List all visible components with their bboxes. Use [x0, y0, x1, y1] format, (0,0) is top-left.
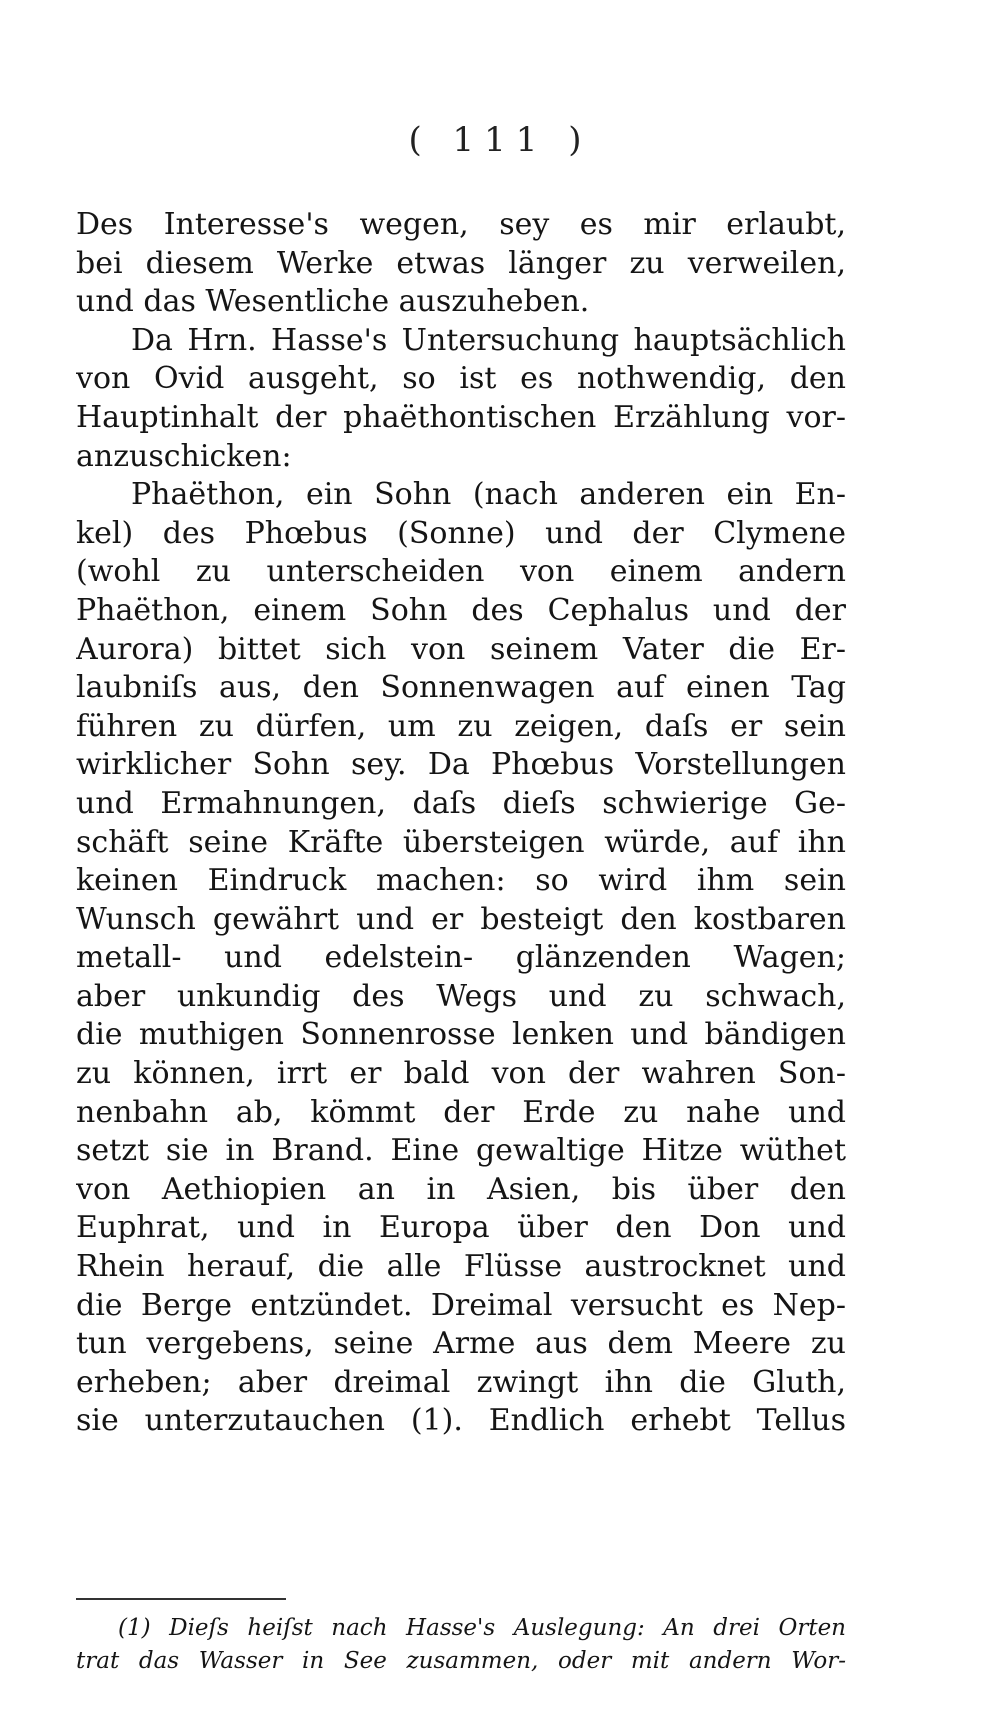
text-line: die muthigen Sonnenrosse lenken und bändigen [76, 1017, 846, 1053]
body-text [76, 206, 846, 1441]
text-line: zu können, irrt er bald von der wahren Son- [76, 1056, 846, 1092]
text-line: Da Hrn. Hasse's Untersuchung hauptsächlich [131, 322, 846, 358]
text-line: tun vergebens, seine Arme aus dem Meere zu [76, 1326, 846, 1362]
text-line: metall- und edelstein- glänzenden Wagen; [76, 940, 846, 976]
text-line: bei diesem Werke etwas länger zu verweilen, [76, 245, 846, 281]
text-line: von Aethiopien an in Asien, bis über den [76, 1171, 846, 1207]
text-line: sie unterzutauchen (1). Endlich erhebt Tellus [76, 1403, 846, 1439]
text-line: und das Wesentliche auszuheben. [76, 284, 590, 320]
text-line: anzuschicken: [76, 438, 292, 474]
text-line: die Berge entzündet. Dreimal versucht es Nep- [76, 1287, 846, 1323]
text-line: laubniſs aus, den Sonnenwagen auf einen Tag [76, 670, 846, 706]
text-line: setzt sie in Brand. Eine gewaltige Hitze wüthet [76, 1133, 846, 1169]
text-line: und Ermahnungen, daſs dieſs schwierige Ge- [76, 785, 846, 821]
text-line: Aurora) bittet sich von seinem Vater die Er- [76, 631, 846, 667]
text-line: keinen Eindruck machen: so wird ihm sein [76, 863, 846, 899]
text-line: von Ovid ausgeht, so ist es nothwendig, den [76, 361, 846, 397]
footnote-divider [76, 1598, 286, 1600]
text-line: nenbahn ab, kömmt der Erde zu nahe und [76, 1094, 846, 1130]
text-line: schäft seine Kräfte übersteigen würde, auf ihn [76, 824, 846, 860]
text-line: wirklicher Sohn sey. Da Phœbus Vorstellungen [76, 747, 846, 783]
text-line: Phaëthon, einem Sohn des Cephalus und der [76, 592, 846, 628]
text-line: führen zu dürfen, um zu zeigen, daſs er sein [76, 708, 846, 744]
text-line: Wunsch gewährt und er besteigt den kostbaren [76, 901, 846, 937]
text-line: Des Interesse's wegen, sey es mir erlaubt, [76, 207, 846, 242]
text-line: Rhein herauf, die alle Flüsse austrocknet und [76, 1249, 846, 1285]
text-line: Phaëthon, ein Sohn (nach anderen ein En- [131, 477, 846, 513]
text-line: (wohl zu unterscheiden von einem andern [76, 554, 846, 590]
page-number: ( 111 ) [408, 120, 592, 160]
text-line: aber unkundig des Wegs und zu schwach, [76, 978, 846, 1014]
footnote-line: (1) Dieſs heiſst nach Hasse's Auslegung: An drei Orten [118, 1615, 846, 1641]
text-line: erheben; aber dreimal zwingt ihn die Gluth, [76, 1364, 846, 1400]
text-line: Hauptinhalt der phaëthontischen Erzählung vor- [76, 399, 846, 435]
text-line: Euphrat, und in Europa über den Don und [76, 1210, 846, 1246]
footnote-line: trat das Wasser in See zusammen, oder mit andern Wor- [76, 1648, 846, 1674]
footnote [76, 1612, 846, 1678]
text-line: kel) des Phœbus (Sonne) und der Clymene [76, 515, 846, 551]
